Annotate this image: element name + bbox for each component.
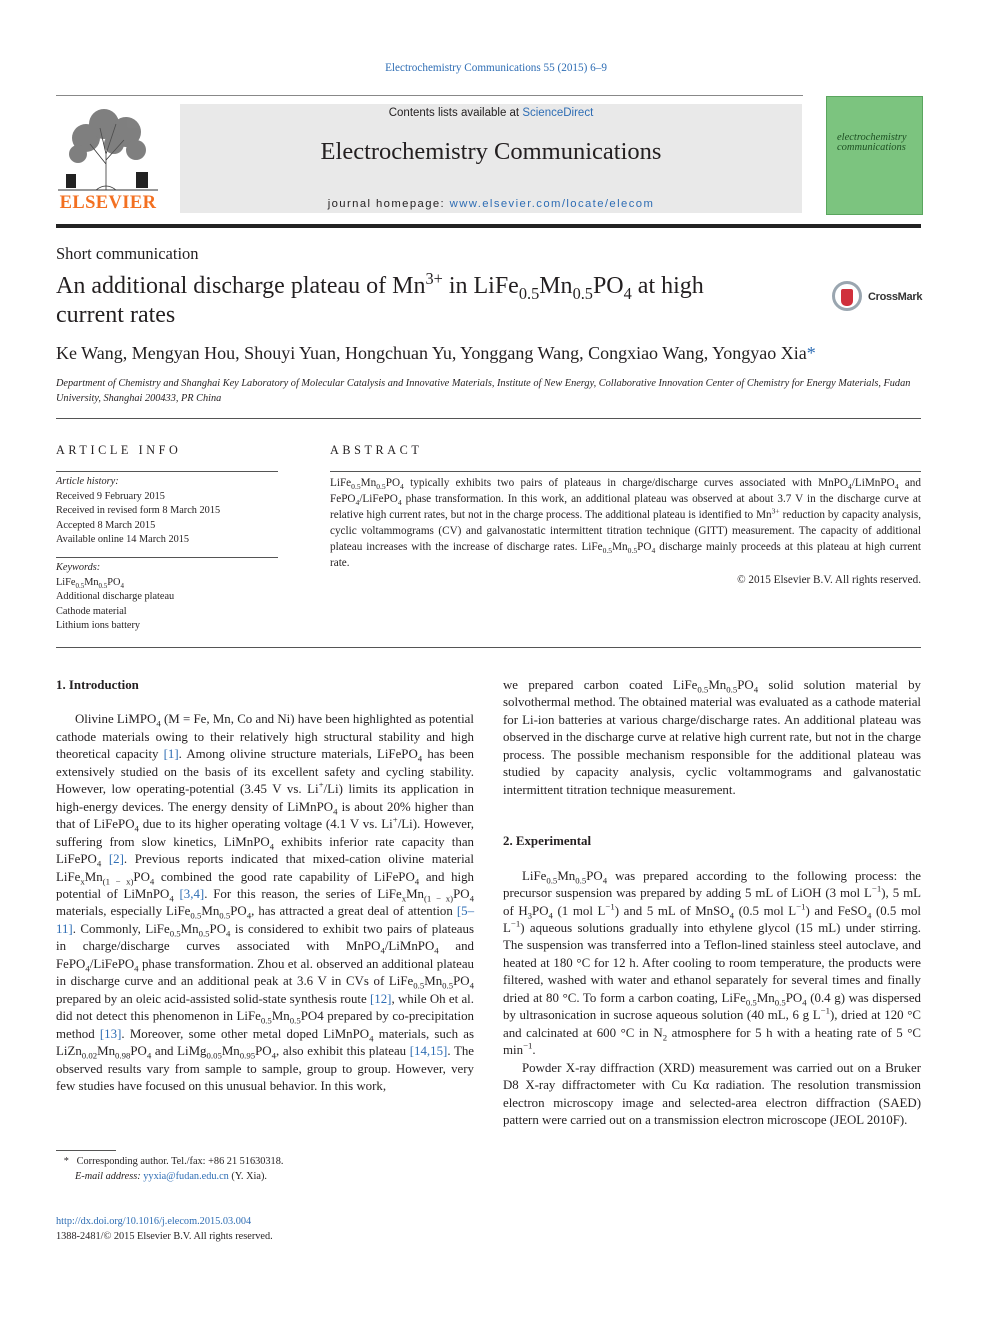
journal-cover-image [826,96,923,215]
crossmark-badge[interactable] [832,281,922,315]
keyword-item: Additional discharge plateau [56,591,175,603]
author-list: Ke Wang, Mengyan Hou, Shouyi Yuan, Hongchuan Yu, Yonggang Wang, Congxiao Wang, Yongyao Xia* [56,343,816,363]
footer-doi [56,1214,273,1244]
corresponding-info: Corresponding author. Tel./fax: +86 21 51630318. [76,1156,284,1167]
title-bottom-rule [56,418,921,419]
abstract-text: $LiFe_{0.5}Mn_{0.5}PO_4$ typically exhibits two pairs of plateaus in charge/discharge curves associated with MnPO$_4$/LiMnPO$_4$ and FePO$_4$/LiFePO$_4$ phase transformation. In this work, an additional plateau was observed at about 3.7 V in the discharge curve at relative high current rates, but not in the charge process. The additional plateau is identified to $Mn^{3+}$ reduction by capacity analysis, cyclic voltammograms (CV) and galvanostatic intermittent titration technique (GITT) measurement. The capacity of additional plateau increases with the increase of discharge rates. $LiFe_{0.5}Mn_{0.5}PO_4$ discharge mainly proceeds at this plateau at high current rate. © 2015 Elsevier B.V. All rights reserved. [330,475,921,588]
received-date: Received 9 February 2015 [56,490,165,502]
article-info-heading: ARTICLE INFO [56,443,182,457]
ref-link[interactable]: [3,4] [179,886,205,901]
abstract-copyright: © 2015 Elsevier B.V. All rights reserved. [737,573,921,586]
elsevier-logo [56,104,160,214]
crossmark-icon [832,281,862,311]
abstract-heading: ABSTRACT [330,443,423,457]
ref-link[interactable]: [13] [99,1026,122,1041]
keywords-rule [56,557,278,558]
contents-line: Contents lists available at ScienceDirect [388,107,594,119]
corresponding-author-link[interactable]: * [806,343,816,363]
email-label: E-mail address: [75,1171,141,1182]
revised-date: Received in revised form 8 March 2015 [56,505,221,517]
intro-paragraph-continued: we prepared carbon coated $LiFe_{0.5}Mn_{0.5}PO_4$ solid solution material by solvothermal method. The obtained material was evaluated as a cathode material for Li-ion batteries at various charge/discharge rates. An additional plateau was observed in the discharge curve at relative high current rate, but not in the charge process. The possible mechanism responsible for the additional plateau was studied by capacity analysis, cyclic voltammograms and galvanostatic intermittent titration technique measurement. [503,678,922,797]
cover-title: electrochemistry communications [837,132,907,153]
journal-homepage: journal homepage: www.elsevier.com/locate/elecom [327,198,655,210]
footnote [56,1154,474,1184]
ref-link[interactable]: [14,15] [409,1044,448,1059]
ref-link[interactable]: [5–11] [56,904,475,936]
header-top-rule [56,95,803,96]
sciencedirect-link[interactable]: ScienceDirect [522,107,594,119]
introduction-heading: 1. Introduction [56,678,139,692]
keyword-item: Lithium ions battery [56,620,141,632]
keyword-item: Cathode material [56,605,127,617]
article-history [56,475,278,548]
intro-paragraph: Olivine LiMPO$_4$ (M = Fe, Mn, Co and Ni) have been highlighted as potential cathode materials owing to their relatively high structural stability and high theoretical capacity [1]. Among olivine structure materials, LiFePO$_4$ has been extensively studied on the basis of its excellent safety and cycling stability. However, low operating-potential (3.45 V vs. Li+/Li) limits its application in high-energy devices. The energy density of LiMnPO$_4$ is about 20% higher than that of LiFePO$_4$ due to its higher operating voltage (4.1 V vs. Li+/Li). However, suffering from slow kinetics, LiMnPO$_4$ exhibits inferior rate capacity than LiFePO$_4$ [2]. Previous reports indicated that mixed-cation olivine material $LiFe_xMn_{(1 - x)}PO_4$ combined the good rate capability of LiFePO$_4$ and high potential of LiMnPO$_4$ [3,4]. For this reason, the series of $LiFe_xMn_{(1 - x)}PO_4$ materials, especially $LiFe_{0.5}Mn_{0.5}PO_4$, has attracted a great deal of attention [5–11]. Commonly, $LiFe_{0.5}Mn_{0.5}PO_4$ is considered to exhibit two pairs of plateaus in charge/discharge curves associated with MnPO$_4$/LiMnPO$_4$ and FePO$_4$/LiFePO$_4$ phase transformation. Zhou et al. observed an additional plateau in discharge curve and an additional peak at 3.6 V in CVs of $LiFe_{0.5}Mn_{0.5}PO_4$ prepared by an oleic acid-assisted solid-state synthesis route [12], while Oh et al. did not detect this phenomenon in $LiFe_{0.5}Mn_{0.5}PO4$ prepared by co-precipitation method [13]. Moreover, some other metal doped LiMnPO$_4$ materials, such as $LiZn_{0.02}Mn_{0.98}PO_4$ and $LiMg_{0.05}Mn_{0.95}PO_4$, also exhibit this plateau [14,15]. The observed results vary from sample to sample, group to group. However, very few studies have focused on this unusual behavior. In this work, [56,712,475,1093]
elsevier-wordmark: ELSEVIER [59,193,157,213]
article-type: Short communication [56,244,199,263]
body-column-right [503,677,921,1129]
article-title: An additional discharge plateau of $Mn^{3+}$ in $LiFe_{0.5}Mn_{0.5}PO_4$ at high current rates [56,269,704,328]
experimental-paragraph: $LiFe_{0.5}Mn_{0.5}PO_4$ was prepared according to the following process: the precursor suspension was prepared by adding 5 mL of LiOH (3 mol $L^{-1}$), 5 mL of $H_3PO_4$ (1 mol $L^{-1}$) and 5 mL of MnSO$_4$ (0.5 mol $L^{-1}$) and FeSO$_4$ (0.5 mol $L^{-1}$) aqueous solutions gradually into ethylene glycol (15 mL) under stirring. The suspension was transferred into a Teflon-lined stainless steel autoclave, and heated at 180 °C for 12 h. After cooling to room temperature, the products were filtered, washed with water and ethanol separately for several times and finally dried at 80 °C. To form a carbon coating, $LiFe_{0.5}Mn_{0.5}PO_4$ (0.4 g) was dispersed by ultrasonication in sucrose aqueous solution (40 mL, 6 g $L^{-1}$), dried at 120 °C and calcinated at 600 °C in $N_2$ atmosphere for 5 h with a heating rate of 5 °C $\min^{-1}$. [503,868,922,1058]
journal-title: Electrochemistry Communications [320,138,662,165]
body-column-left [56,677,474,1095]
issn-copyright: 1388-2481/© 2015 Elsevier B.V. All rights reserved. [56,1231,273,1242]
crossmark-label: CrossMark [868,291,923,303]
email-suffix: (Y. Xia). [231,1171,267,1182]
experimental-paragraph: Powder X-ray diffraction (XRD) measurement was carried out on a Bruker D8 X-ray diffractometer with Cu Kα radiation. The resolution transmission electron microscopy image and selected-area electron diffraction (SAED) pattern were carried out on a transmission electron microscope (JEOL 2010F). [503,1060,921,1127]
email-link[interactable]: yyxia@fudan.edu.cn [143,1171,229,1182]
affiliation: Department of Chemistry and Shanghai Key Laboratory of Molecular Catalysis and Innovative Materials, Institute of New Energy, Collaborative Innovation Center of Chemistry for Energy Materials, Fudan University, Shanghai 200433, PR China [56,378,911,404]
body-top-rule [56,647,921,648]
info-rule [56,471,278,472]
journal-header-box [180,104,802,213]
experimental-heading: 2. Experimental [503,834,592,849]
footnote-rule [56,1150,116,1151]
journal-citation[interactable]: Electrochemistry Communications 55 (2015) 6–9 [385,62,607,74]
keyword-item: $LiFe_{0.5}Mn_{0.5}PO_4$ [56,576,124,590]
ref-link[interactable]: [12] [369,991,392,1006]
footnote-mark: * [63,1156,69,1167]
keywords [56,561,278,634]
homepage-link[interactable]: www.elsevier.com/locate/elecom [449,198,655,210]
header-thick-rule [56,224,921,228]
accepted-date: Accepted 8 March 2015 [56,519,156,531]
elsevier-tree-icon [56,104,160,192]
history-label: Article history: [56,476,119,487]
keywords-label: Keywords: [56,562,101,573]
ref-link[interactable]: [1] [163,747,179,762]
online-date: Available online 14 March 2015 [56,534,190,546]
doi-link[interactable]: http://dx.doi.org/10.1016/j.elecom.2015.03.004 [56,1216,252,1227]
ref-link[interactable]: [2] [108,852,124,867]
abstract-rule [330,471,921,472]
